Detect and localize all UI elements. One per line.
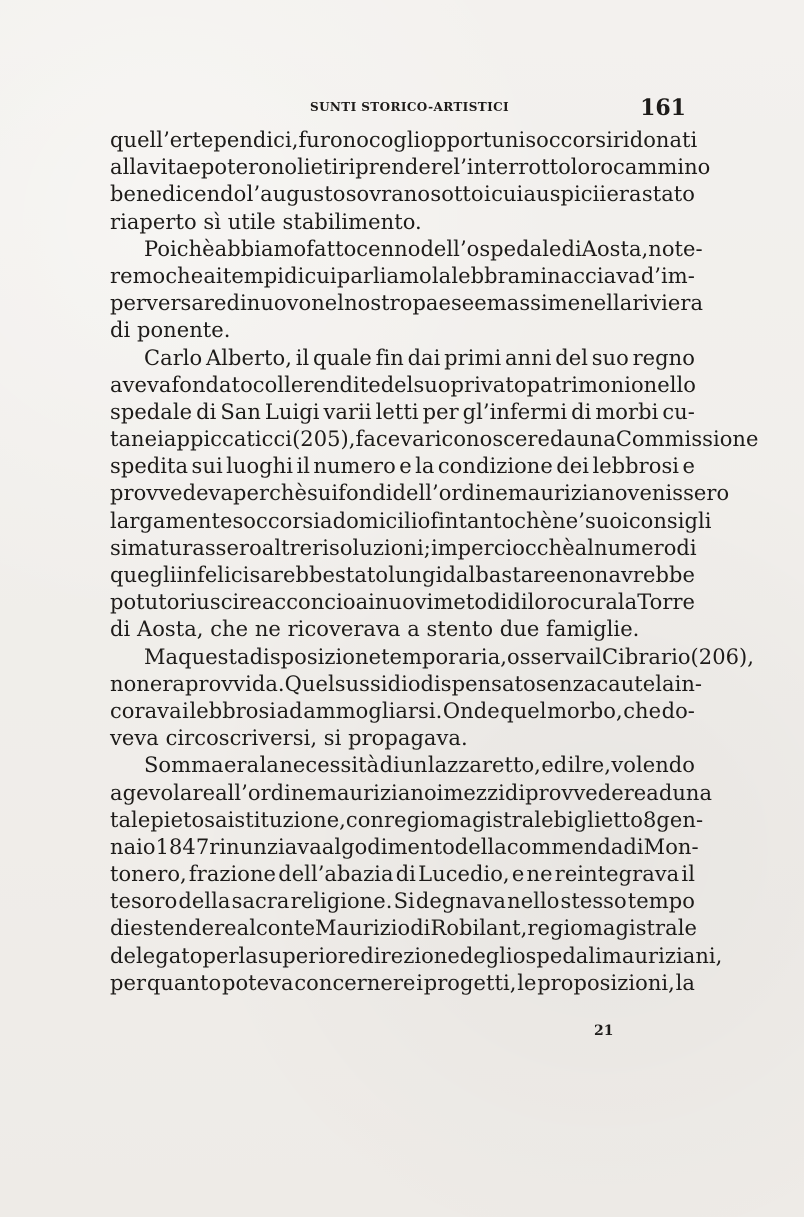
word: Maurizio: [315, 916, 411, 941]
running-head: [110, 95, 686, 121]
word: i: [416, 970, 423, 995]
word: Mon-: [643, 834, 699, 859]
text-line: [110, 644, 754, 671]
word: consigli: [628, 508, 712, 533]
word: del: [380, 372, 414, 397]
word: riconoscere: [424, 427, 550, 452]
word: lebbrosi: [189, 698, 277, 723]
word: nuovi: [374, 590, 434, 615]
signature-mark: 21: [594, 1023, 614, 1039]
word: tanei: [110, 427, 164, 452]
word: lazzaretto,: [427, 753, 541, 778]
word: del: [555, 345, 588, 370]
word: quell’erte: [110, 128, 214, 152]
word: ed: [541, 753, 568, 778]
word: le: [517, 970, 537, 995]
word: di: [676, 535, 697, 560]
word: magistrale: [439, 807, 554, 832]
word: Alberto,: [206, 345, 292, 370]
word: corava: [110, 698, 182, 723]
word: Aosta,: [581, 236, 649, 261]
word: la: [259, 753, 279, 778]
word: che: [165, 263, 204, 288]
word: degli: [459, 943, 513, 968]
word: aveva: [110, 372, 172, 397]
word: nostro: [344, 291, 413, 316]
word: (206),: [690, 644, 754, 669]
word: cui: [304, 263, 337, 288]
word: abbiamo: [214, 236, 307, 261]
word: era: [224, 753, 260, 778]
word: domicilio: [332, 508, 431, 533]
word: Poichè: [144, 236, 215, 261]
word: remo: [110, 263, 166, 288]
word: rinunziava: [209, 834, 322, 859]
word: e: [399, 454, 412, 479]
word: parliamo: [336, 263, 432, 288]
word: altre: [261, 535, 313, 560]
word: Ma: [144, 644, 179, 669]
word: sui: [306, 481, 339, 506]
word: 8: [642, 807, 657, 832]
word: stato: [641, 182, 695, 207]
text-line: [110, 970, 695, 997]
word: risoluzioni;: [312, 535, 431, 560]
word: i: [182, 698, 189, 723]
word: religione.: [290, 889, 393, 914]
word: paese: [412, 291, 475, 316]
word: suo: [591, 345, 629, 370]
word: frazione: [188, 862, 277, 887]
word: l’augusto: [246, 182, 346, 207]
word: numero: [313, 454, 396, 479]
word: per: [110, 970, 147, 995]
word: da: [550, 427, 577, 452]
word: i: [436, 780, 444, 805]
page-number: 161: [640, 95, 686, 121]
text-line: [110, 943, 723, 970]
word: di: [507, 590, 528, 615]
word: lungi: [388, 563, 443, 587]
word: Torre: [637, 590, 696, 615]
word: soccorsi: [525, 128, 613, 152]
word: sarebbe: [249, 563, 335, 587]
word: cui: [491, 182, 524, 207]
text-line: [110, 426, 759, 453]
word: dell’ordine: [392, 481, 508, 506]
word: un: [400, 753, 428, 778]
word: stato: [335, 563, 389, 587]
text-line: [110, 453, 695, 480]
word: non: [568, 563, 609, 587]
text-line: [110, 888, 695, 915]
word: regio: [384, 807, 440, 832]
word: per: [422, 399, 459, 424]
word: di: [395, 862, 416, 887]
word: il: [588, 644, 602, 669]
running-title: SUNTI STORICO-ARTISTICI: [310, 100, 510, 114]
word: pendici,: [213, 128, 299, 152]
text-line: [110, 589, 695, 616]
body-text: [110, 127, 759, 997]
word: nella: [580, 291, 633, 316]
text-line: veva circoscriversi, si propagava.: [110, 726, 468, 751]
word: che: [623, 698, 662, 723]
word: della: [454, 834, 507, 859]
word: stesso: [560, 889, 627, 914]
word: di: [623, 834, 644, 859]
text-line: [110, 535, 695, 562]
word: nello: [507, 889, 560, 914]
word: Commissione: [615, 427, 759, 452]
text-line: [110, 236, 703, 263]
word: naio: [110, 834, 156, 859]
word: una: [672, 780, 713, 805]
word: conte: [256, 916, 316, 941]
word: estendere: [130, 916, 237, 941]
word: il: [296, 454, 310, 479]
word: provvedeva: [110, 481, 234, 506]
text-line: [110, 834, 699, 861]
word: tesoro: [110, 889, 178, 914]
text-line: di ponente.: [110, 318, 231, 343]
word: ospedali: [512, 943, 602, 968]
text-line: [110, 780, 713, 807]
word: letti: [375, 399, 419, 424]
word: numero: [594, 535, 677, 560]
word: e: [555, 563, 569, 587]
word: di: [561, 236, 582, 261]
word: venissero: [627, 481, 730, 506]
word: re,: [581, 753, 611, 778]
word: volendo: [611, 753, 695, 778]
word: morbo,: [547, 698, 623, 723]
text-line: riaperto sì utile stabilimento.: [110, 209, 422, 234]
word: luoghi: [226, 454, 294, 479]
word: magistrale: [582, 916, 697, 941]
word: con: [345, 807, 384, 832]
word: suo: [413, 372, 451, 397]
word: e: [188, 155, 201, 180]
word: senza: [535, 671, 597, 696]
word: della: [178, 889, 231, 914]
word: ammogliarsi.: [303, 698, 443, 723]
word: regno: [632, 345, 695, 370]
word: Robilant,: [430, 916, 528, 941]
word: dispensato: [420, 671, 536, 696]
word: al: [236, 916, 256, 941]
word: dell’ospedale: [420, 236, 562, 261]
word: mauriziano: [507, 481, 628, 506]
word: lebbrosi: [592, 454, 680, 479]
text-line: [110, 671, 703, 698]
word: direzione: [360, 943, 460, 968]
word: di: [110, 916, 131, 941]
word: fintantochè: [430, 508, 553, 533]
word: poteva: [221, 970, 294, 995]
word: potuto: [110, 590, 180, 615]
word: delegato: [110, 943, 203, 968]
word: commenda: [506, 834, 624, 859]
word: metodi: [433, 590, 508, 615]
text-line: [110, 752, 695, 779]
word: appiccaticci: [163, 427, 293, 452]
word: dell’abazia: [278, 862, 394, 887]
word: lieti: [297, 155, 339, 180]
word: provvida.: [184, 671, 285, 696]
word: questa: [178, 644, 250, 669]
word: varii: [323, 399, 372, 424]
word: progetti,: [423, 970, 517, 995]
word: condizione: [437, 454, 553, 479]
word: ne: [526, 862, 553, 887]
word: Lucedio,: [418, 862, 510, 887]
word: Cibrario: [601, 644, 691, 669]
word: a: [320, 508, 333, 533]
word: bastare: [475, 563, 556, 587]
word: sacra: [231, 889, 290, 914]
word: auspicii: [523, 182, 607, 207]
word: la: [675, 970, 695, 995]
text-line: [110, 345, 695, 372]
word: suoi: [584, 508, 629, 533]
word: quanto: [146, 970, 222, 995]
text-line: [110, 263, 695, 290]
word: al: [574, 535, 595, 560]
word: sotto: [430, 182, 484, 207]
word: mauriziano: [316, 780, 437, 805]
word: una: [576, 427, 616, 452]
word: ridonati: [612, 128, 698, 152]
word: soccorsi: [232, 508, 321, 533]
word: nuovo: [246, 291, 312, 316]
word: cammino: [613, 155, 711, 180]
word: concernere: [294, 970, 416, 995]
word: lebbra: [451, 263, 521, 288]
word: colle: [252, 372, 304, 397]
word: il: [295, 345, 310, 370]
word: fatto: [306, 236, 357, 261]
word: opportuni: [420, 128, 526, 152]
word: nel: [311, 291, 345, 316]
word: riviera: [632, 291, 704, 316]
word: sui: [191, 454, 223, 479]
word: all’ordine: [215, 780, 317, 805]
text-line: [110, 807, 704, 834]
word: avrebbe: [608, 563, 695, 587]
word: reintegrava: [554, 862, 680, 887]
word: minacciava: [520, 263, 641, 288]
word: era: [606, 182, 642, 207]
word: degnava: [415, 889, 506, 914]
word: alla: [110, 155, 149, 180]
word: agevolare: [110, 780, 216, 805]
word: massime: [486, 291, 581, 316]
word: godimento: [341, 834, 455, 859]
word: spedita: [110, 454, 189, 479]
word: Somma: [144, 753, 224, 778]
word: largamente: [110, 508, 233, 533]
text-line: [110, 372, 695, 399]
word: quegli: [110, 563, 177, 587]
word: si: [110, 535, 128, 560]
word: San: [220, 399, 261, 424]
word: quel: [500, 698, 547, 723]
word: la: [238, 943, 258, 968]
word: la: [431, 263, 452, 288]
word: di: [379, 753, 400, 778]
word: regio: [527, 916, 583, 941]
word: perversare: [110, 291, 227, 316]
word: benedicendo: [110, 182, 247, 207]
word: dal: [442, 563, 476, 587]
word: di: [410, 916, 431, 941]
word: ad: [276, 698, 303, 723]
word: Carlo: [144, 345, 203, 370]
word: privato: [450, 372, 527, 397]
word: e: [682, 454, 695, 479]
word: in-: [674, 671, 703, 696]
word: al: [321, 834, 342, 859]
word: la: [617, 590, 638, 615]
word: morbi: [595, 399, 659, 424]
word: provvedere: [525, 780, 647, 805]
word: proposizioni,: [537, 970, 675, 995]
word: disposizione: [249, 644, 382, 669]
word: mezzi: [443, 780, 505, 805]
word: imperciocchè: [430, 535, 575, 560]
word: la: [415, 454, 435, 479]
word: infelici: [176, 563, 250, 587]
word: do-: [661, 698, 695, 723]
word: fin: [375, 345, 404, 370]
word: gen-: [656, 807, 704, 832]
text-line: [110, 480, 730, 507]
word: di: [504, 780, 526, 805]
word: superiore: [257, 943, 361, 968]
word: fondi: [338, 481, 393, 506]
word: pietosa: [150, 807, 228, 832]
word: per: [202, 943, 239, 968]
word: vita: [148, 155, 189, 180]
word: sovrano: [345, 182, 431, 207]
word: (205),: [292, 427, 356, 452]
word: l’interrotto: [453, 155, 571, 180]
word: note-: [648, 236, 703, 261]
word: cu-: [662, 399, 695, 424]
word: di: [226, 291, 247, 316]
word: ad: [646, 780, 673, 805]
word: 1847: [155, 834, 210, 859]
text-line: [110, 399, 695, 426]
word: di: [284, 263, 305, 288]
word: biglietto: [553, 807, 643, 832]
word: maturassero: [127, 535, 262, 560]
word: cenno: [356, 236, 421, 261]
text-line: [110, 915, 695, 942]
word: sussidio: [334, 671, 421, 696]
text-line: [110, 508, 712, 535]
text-line: [110, 127, 698, 154]
word: d’im-: [640, 263, 695, 288]
text-line: [110, 861, 695, 888]
word: riuscire: [179, 590, 262, 615]
word: Si: [393, 889, 415, 914]
word: cura: [569, 590, 618, 615]
word: tale: [110, 807, 151, 832]
word: il: [681, 862, 695, 887]
word: fondato: [171, 372, 253, 397]
word: furono: [298, 128, 369, 152]
word: perchè: [233, 481, 307, 506]
word: temporaria,: [381, 644, 507, 669]
word: nello: [643, 372, 696, 397]
word: rendite: [303, 372, 381, 397]
word: era: [149, 671, 185, 696]
word: spedale: [110, 399, 193, 424]
text-line: [110, 562, 695, 589]
word: necessità: [279, 753, 380, 778]
word: tempi: [222, 263, 285, 288]
word: non: [110, 671, 150, 696]
text-line: [110, 154, 711, 181]
word: Onde: [442, 698, 500, 723]
word: poterono: [200, 155, 298, 180]
word: loro: [570, 155, 614, 180]
word: Luigi: [264, 399, 320, 424]
word: osserva: [507, 644, 589, 669]
word: primi: [444, 345, 502, 370]
word: anni: [504, 345, 552, 370]
word: di: [196, 399, 217, 424]
word: e: [474, 291, 487, 316]
word: acconcio: [261, 590, 356, 615]
word: cautela: [596, 671, 675, 696]
word: i: [483, 182, 491, 207]
word: dei: [556, 454, 590, 479]
word: Quel: [284, 671, 335, 696]
word: ne’: [552, 508, 585, 533]
text-line: di Aosta, che ne ricoverava a stento due famiglie.: [110, 617, 640, 642]
text-line: [110, 290, 704, 317]
word: il: [567, 753, 582, 778]
word: di: [571, 399, 592, 424]
text-line: [110, 698, 695, 725]
word: tonero,: [110, 862, 187, 887]
word: tempo: [627, 889, 695, 914]
word: loro: [527, 590, 570, 615]
word: ai: [203, 263, 223, 288]
word: mauriziani,: [601, 943, 723, 968]
word: faceva: [355, 427, 425, 452]
text-line: [110, 181, 695, 208]
word: gl’infermi: [462, 399, 568, 424]
word: cogli: [368, 128, 421, 152]
word: ai: [355, 590, 375, 615]
word: patrimonio: [526, 372, 644, 397]
word: e: [511, 862, 525, 887]
word: quale: [313, 345, 372, 370]
word: istituzione,: [227, 807, 346, 832]
word: riprendere: [338, 155, 454, 180]
word: dai: [407, 345, 441, 370]
